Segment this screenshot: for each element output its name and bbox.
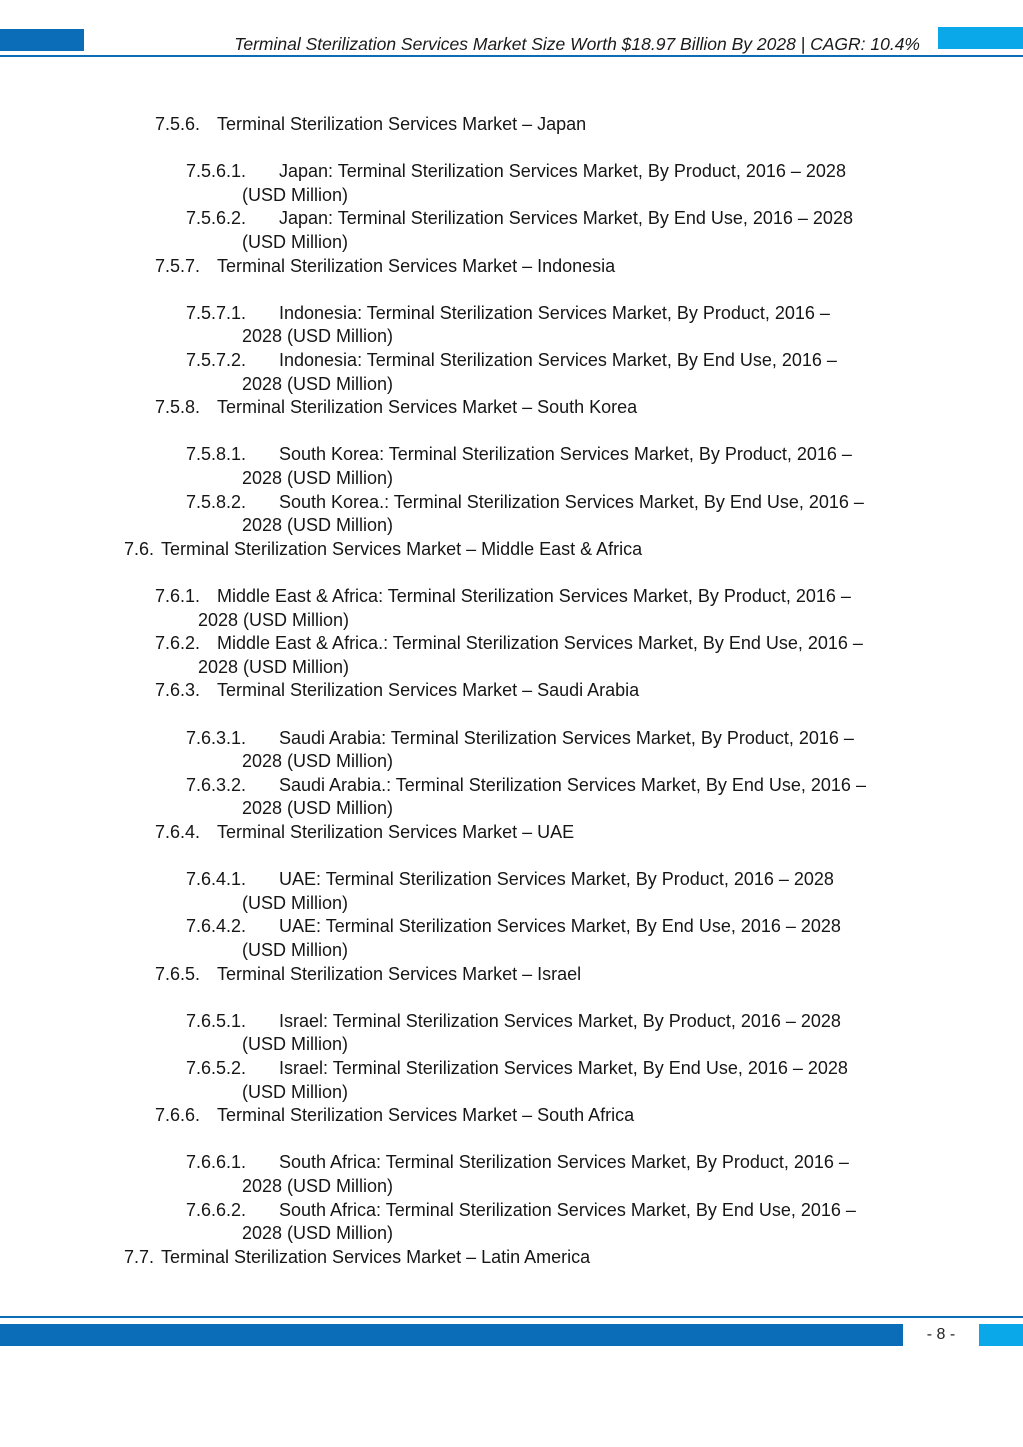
toc-entry [0, 491, 1023, 538]
toc-entry-title: South Korea.: Terminal Sterilization Services Market, By End Use, 2016 – [279, 491, 864, 512]
toc-entry-number: 7.6.6. [155, 1105, 201, 1126]
toc-entry-number: 7.6.6.1. [186, 1152, 247, 1173]
toc-entry [0, 632, 1023, 679]
toc-entry-title-continuation: 2028 (USD Million) [198, 656, 350, 677]
toc-entry-number: 7.5.7.1. [186, 302, 247, 323]
toc-entry [0, 1246, 1023, 1270]
toc-entry-title: Saudi Arabia: Terminal Sterilization Services Market, By Product, 2016 – [279, 727, 854, 748]
toc-entry-title-continuation: 2028 (USD Million) [242, 1175, 394, 1196]
toc-entry-number: 7.6.4. [155, 822, 201, 842]
toc-entry [0, 821, 1023, 845]
toc-entry-title: South Korea: Terminal Sterilization Services Market, By Product, 2016 – [279, 444, 852, 465]
toc-entry-title-continuation: (USD Million) [242, 1034, 349, 1055]
toc-entry-number: 7.6.2. [155, 633, 201, 654]
toc-entry-title-continuation: (USD Million) [242, 892, 349, 913]
toc-entry-title: Japan: Terminal Sterilization Services Market, By Product, 2016 – 2028 [279, 161, 846, 182]
toc-entry-number: 7.6.5.1. [186, 1010, 247, 1031]
toc-entry-title: South Africa: Terminal Sterilization Services Market, By End Use, 2016 – [279, 1199, 856, 1220]
header-block-left [0, 29, 84, 51]
toc-entry-title-continuation: (USD Million) [242, 231, 349, 252]
toc-entry-title: UAE: Terminal Sterilization Services Market, By End Use, 2016 – 2028 [279, 916, 841, 937]
toc-entry-title-continuation: 2028 (USD Million) [242, 326, 394, 347]
toc-entry-number: 7.5.8.1. [186, 444, 247, 465]
toc-entry-title: Israel: Terminal Sterilization Services Market, By End Use, 2016 – 2028 [279, 1058, 848, 1078]
toc-entry-title: Middle East & Africa.: Terminal Sterilization Services Market, By End Use, 2016 – [217, 633, 863, 654]
toc-entry [0, 1199, 1023, 1246]
toc-entry-title: UAE: Terminal Sterilization Services Market, By Product, 2016 – 2028 [279, 869, 834, 890]
toc-entry-title: Terminal Sterilization Services Market – Israel [217, 963, 582, 984]
toc-entry-title: Japan: Terminal Sterilization Services Market, By End Use, 2016 – 2028 [279, 208, 853, 229]
footer-bar-right [979, 1324, 1023, 1346]
header-rule [0, 55, 1023, 57]
toc-entry [0, 915, 1023, 962]
toc-entry-title: Saudi Arabia.: Terminal Sterilization Services Market, By End Use, 2016 – [279, 774, 866, 795]
toc-entry-number: 7.5.8. [155, 397, 201, 418]
toc-entry [0, 396, 1023, 420]
page-number: - 8 - [926, 1326, 956, 1343]
toc-entry-title: Terminal Sterilization Services Market – South Africa [217, 1105, 635, 1126]
toc-entry-number: 7.6.4.1. [186, 869, 247, 890]
toc-entry-number: 7.6.6.2. [186, 1199, 247, 1220]
toc-entry [0, 255, 1023, 279]
toc-entry [0, 963, 1023, 987]
toc-entry [0, 160, 1023, 207]
toc-entry-title: Terminal Sterilization Services Market – UAE [217, 822, 575, 842]
toc-entry [0, 1057, 1023, 1104]
toc-entry-number: 7.6.3. [155, 680, 201, 701]
toc-entry-title-continuation: 2028 (USD Million) [198, 609, 350, 630]
toc-entry-title: Indonesia: Terminal Sterilization Services Market, By End Use, 2016 – [279, 350, 837, 370]
toc-entry-title: Terminal Sterilization Services Market – Japan [217, 114, 587, 134]
toc-entry-title-continuation: 2028 (USD Million) [242, 798, 394, 819]
toc-entry-title-continuation: 2028 (USD Million) [242, 751, 394, 772]
toc-entry-number: 7.5.8.2. [186, 491, 247, 512]
footer-rule [0, 1316, 1023, 1318]
toc-entry-number: 7.7. [124, 1246, 155, 1267]
toc-entry-title: Terminal Sterilization Services Market – Latin America [161, 1246, 591, 1267]
toc-entry-title: Terminal Sterilization Services Market – South Korea [217, 397, 638, 418]
header-block-right [938, 27, 1023, 49]
toc-entry-title-continuation: (USD Million) [242, 939, 349, 960]
toc-entry-number: 7.5.7.2. [186, 350, 247, 370]
toc-entry [0, 538, 1023, 562]
toc-entry-number: 7.5.7. [155, 255, 201, 276]
toc-entry-number: 7.6.1. [155, 586, 201, 606]
toc-entry-number: 7.6.4.2. [186, 916, 247, 937]
toc-entry-number: 7.5.6.2. [186, 208, 247, 229]
toc-entry-title-continuation: 2028 (USD Million) [242, 467, 394, 488]
toc-entry-title-continuation: 2028 (USD Million) [242, 515, 394, 536]
toc-entry [0, 349, 1023, 396]
toc-entry [0, 113, 1023, 137]
toc-entry-number: 7.6. [124, 538, 155, 559]
toc-entry-number: 7.5.6. [155, 114, 201, 134]
toc-entry-number: 7.6.5. [155, 963, 201, 984]
toc-entry [0, 727, 1023, 774]
toc-entry-title: Israel: Terminal Sterilization Services Market, By Product, 2016 – 2028 [279, 1010, 841, 1031]
footer-bar-left [0, 1324, 903, 1346]
toc-entry-title-continuation: 2028 (USD Million) [242, 373, 394, 394]
toc-entry-number: 7.6.3.2. [186, 774, 247, 795]
header-title: Terminal Sterilization Services Market Size Worth $18.97 Billion By 2028 | CAGR: 10.4% [234, 34, 920, 54]
toc-entry [0, 585, 1023, 632]
toc-entry [0, 443, 1023, 490]
toc-entry-title-continuation: (USD Million) [242, 184, 349, 205]
toc-entry-title: Middle East & Africa: Terminal Sterilization Services Market, By Product, 2016 – [217, 586, 851, 606]
toc-entry-title: Terminal Sterilization Services Market – Middle East & Africa [161, 538, 643, 559]
toc-entry [0, 302, 1023, 349]
toc-entry-number: 7.6.3.1. [186, 727, 247, 748]
toc-entry-title-continuation: 2028 (USD Million) [242, 1223, 394, 1244]
toc-entry-title: Terminal Sterilization Services Market – Indonesia [217, 255, 616, 276]
toc-entry [0, 207, 1023, 254]
toc-entry [0, 774, 1023, 821]
toc-entry-title: Terminal Sterilization Services Market – Saudi Arabia [217, 680, 640, 701]
toc-entry [0, 679, 1023, 703]
toc-entry-number: 7.5.6.1. [186, 161, 247, 182]
toc-entry [0, 1010, 1023, 1057]
toc-entry [0, 1151, 1023, 1198]
toc-entry [0, 1104, 1023, 1128]
toc-entry-title: South Africa: Terminal Sterilization Services Market, By Product, 2016 – [279, 1152, 849, 1173]
toc-entry-title-continuation: (USD Million) [242, 1081, 349, 1102]
toc-entry-number: 7.6.5.2. [186, 1058, 247, 1078]
toc-entry-title: Indonesia: Terminal Sterilization Services Market, By Product, 2016 – [279, 302, 830, 323]
toc-entry [0, 868, 1023, 915]
